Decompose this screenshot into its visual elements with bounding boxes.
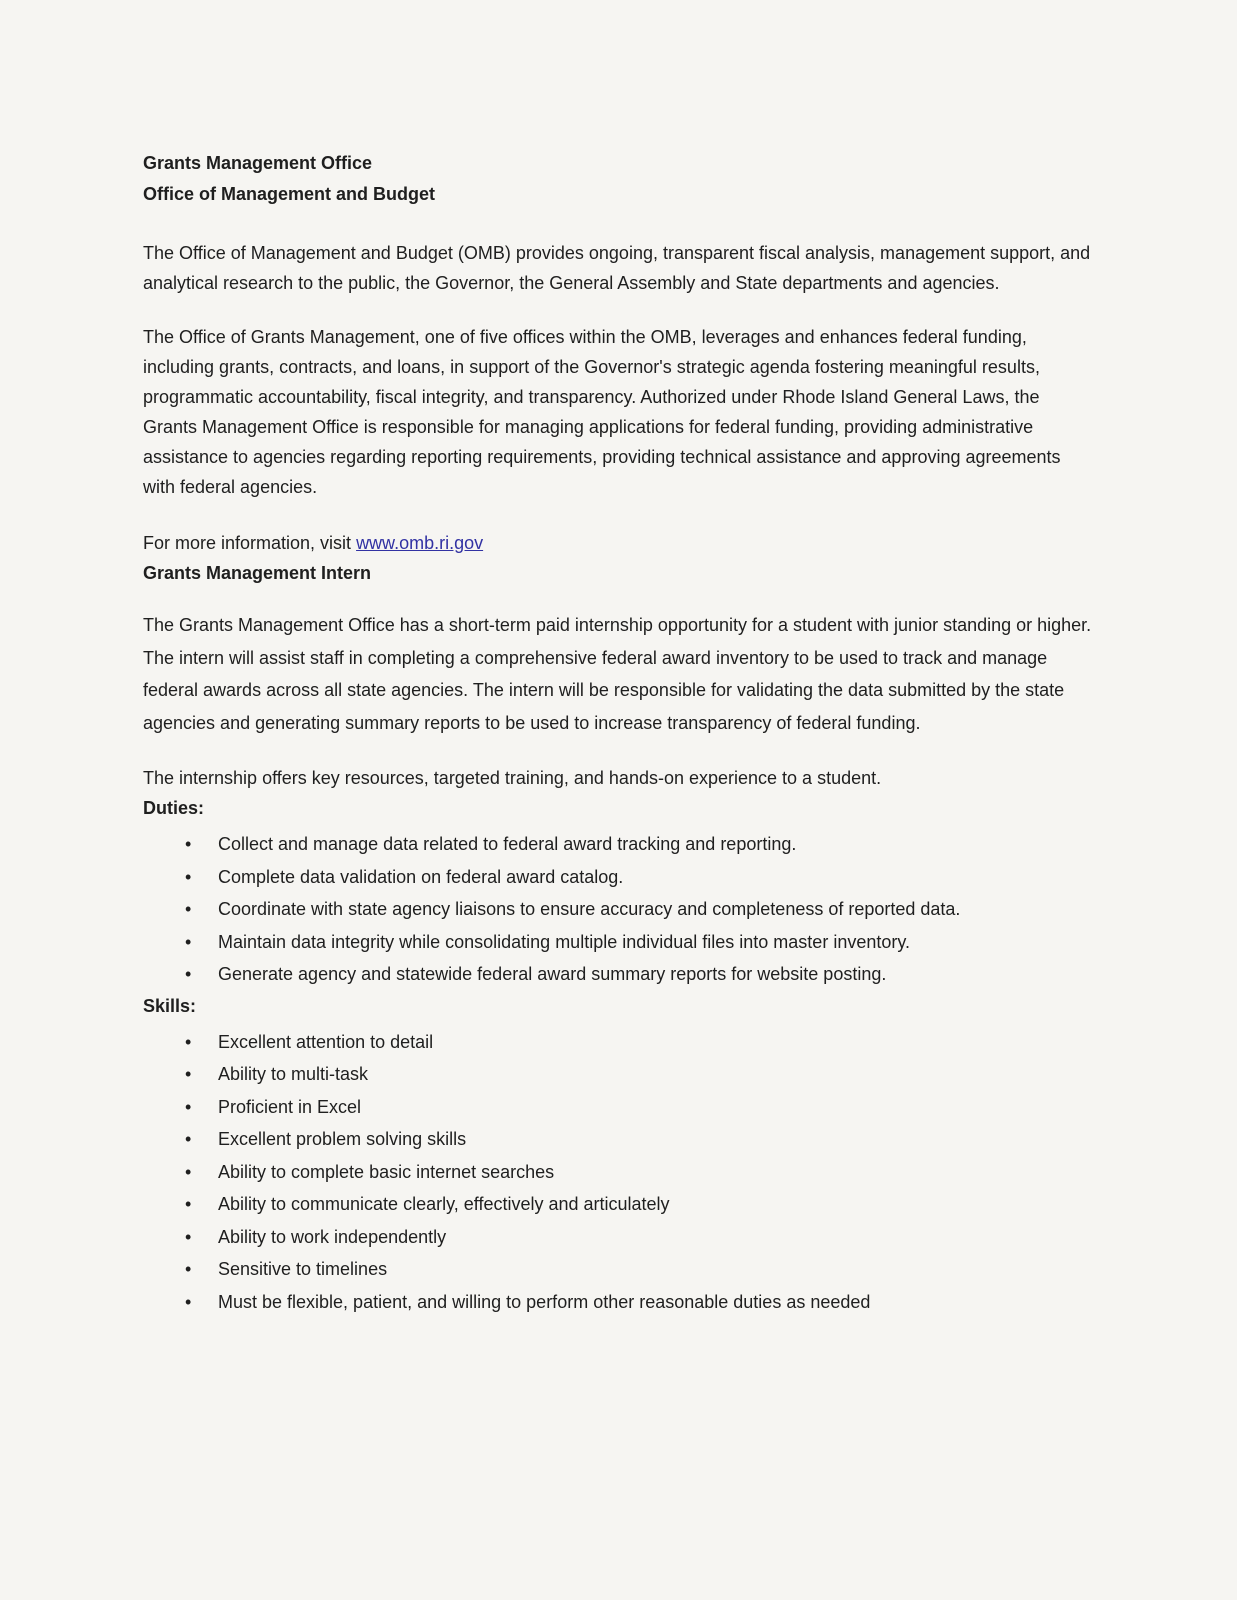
duty-item: • Generate agency and statewide federal award summary reports for website posting. (143, 958, 1097, 991)
skill-item: • Must be flexible, patient, and willing to perform other reasonable duties as needed (143, 1286, 1097, 1319)
skills-list (143, 1026, 1097, 1319)
skill-item: • Ability to work independently (143, 1221, 1097, 1254)
duty-item: • Collect and manage data related to federal award tracking and reporting. (143, 828, 1097, 861)
skills-heading: Skills: (143, 995, 197, 1016)
skill-item: • Ability to complete basic internet searches (143, 1156, 1097, 1189)
duties-list (143, 828, 1097, 991)
more-info-prefix: For more information, visit (143, 533, 357, 553)
skill-item: • Excellent problem solving skills (143, 1123, 1097, 1156)
paragraph-intern-description: The Grants Management Office has a short-term paid internship opportunity for a student with junior standing or higher. The intern will assist staff in completing a comprehensive federal award inventory to be used to track and manage federal awards across all state agencies. The intern will be responsible for validating the data submitted by the state agencies and generating summary reports to be used to increase transparency of federal funding. (143, 615, 1092, 733)
duty-item: • Maintain data integrity while consolidating multiple individual files into master inventory. (143, 926, 1097, 959)
duties-heading: Duties: (143, 798, 205, 818)
intern-heading: Grants Management Intern (143, 563, 372, 583)
paragraph-internship-offers: The internship offers key resources, targeted training, and hands-on experience to a student. (143, 768, 882, 788)
paragraph-omb-overview: The Office of Management and Budget (OMB) provides ongoing, transparent fiscal analysis, management support, and analytical research to the public, the Governor, the General Assembly and State departments and agencies. (143, 243, 1091, 293)
skill-item: • Ability to multi-task (143, 1058, 1097, 1091)
skill-item: • Proficient in Excel (143, 1091, 1097, 1124)
office-title-line2: Office of Management and Budget (143, 184, 436, 204)
skill-item: • Sensitive to timelines (143, 1253, 1097, 1286)
duty-item: • Complete data validation on federal award catalog. (143, 861, 1097, 894)
omb-website-link[interactable]: www.omb.ri.gov (356, 533, 484, 553)
office-title-line1: Grants Management Office (143, 153, 373, 173)
skill-item: • Ability to communicate clearly, effectively and articulately (143, 1188, 1097, 1221)
skill-item: • Excellent attention to detail (143, 1026, 1097, 1059)
more-info-line (143, 528, 1097, 558)
paragraph-grants-office: The Office of Grants Management, one of five offices within the OMB, leverages and enhances federal funding, including grants, contracts, and loans, in support of the Governor's strategic agenda fostering meaningful results, programmatic accountability, fiscal integrity, and transparency. Authorized under Rhode Island General Laws, the Grants Management Office is responsible for managing applications for federal funding, providing administrative assistance to agencies regarding reporting requirements, providing technical assistance and approving agreements with federal agencies. (143, 327, 1061, 497)
duty-item: • Coordinate with state agency liaisons to ensure accuracy and completeness of reported data. (143, 893, 1097, 926)
